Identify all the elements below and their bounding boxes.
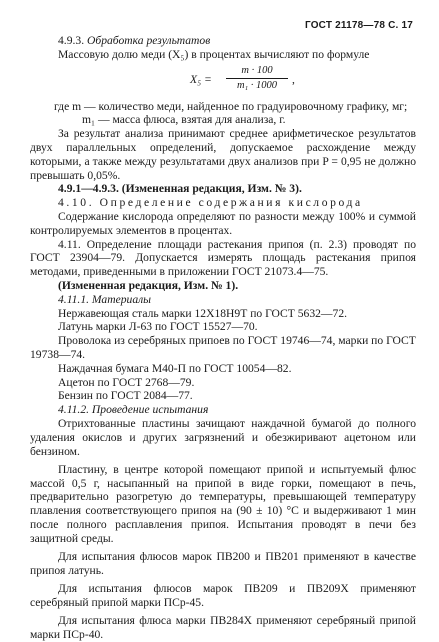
result-paragraph: За результат анализа принимают среднее арифметическое результатов двух параллельных определений, допускаемое расхождение между которыми, а также между результатами двух анализов при P = 0,95 не должно превышать 0,05%.: [30, 127, 416, 182]
section-4-11-1-heading: 4.11.1. Материалы: [58, 292, 152, 306]
formula-numerator: m · 100: [226, 64, 288, 79]
procedure-paragraph: Для испытания флюса марки ПВ284Х применяют серебряный припой марки ПСр-40.: [30, 614, 416, 642]
section-4-11-2-heading: 4.11.2. Проведение испытания: [58, 403, 209, 417]
material-item: Проволока из серебряных припоев по ГОСТ 19746—74, марки по ГОСТ 19738—74.: [30, 334, 416, 361]
section-4-9-3-heading: [30, 34, 416, 48]
section-number: 4.9.3.: [58, 34, 85, 47]
oxygen-paragraph: Содержание кислорода определяют по разности между 100% и суммой контролируемых элементов в процентах.: [30, 209, 416, 237]
page-header: ГОСТ 21178—78 С. 17: [304, 20, 413, 31]
material-item: Наждачная бумага М40-П по ГОСТ 10054—82.: [58, 361, 292, 375]
material-item: Бензин по ГОСТ 2084—77.: [58, 389, 193, 403]
material-item: Ацетон по ГОСТ 2768—79.: [58, 375, 195, 389]
formula-fraction: [226, 64, 288, 92]
formula-tail: ,: [292, 72, 295, 86]
formula-denominator: m₁ · 1000: [236, 79, 278, 91]
material-item: Латунь марки Л-63 по ГОСТ 15527—70.: [58, 320, 258, 334]
procedure-paragraph: Для испытания флюсов марок ПВ200 и ПВ201 применяют в качестве припоя латунь.: [30, 550, 416, 577]
procedure-paragraph: Пластину, в центре которой помещают припой и испытуемый флюс массой 0,5 г, насыпанный на припой в виде горки, помещают в печь, предварительно разогретую до температуры, превышающей температуру плавления соответствующего припоя на (90 ± 10) °С и выдерживают 1 мин после полного расплавления припоя. Испытания проводят в печи без защитной среды.: [30, 462, 416, 545]
procedure-paragraph: Для испытания флюсов марок ПВ209 и ПВ209Х применяют серебряный припой марки ПСр-45.: [30, 582, 416, 609]
section-4-11-paragraph: 4.11. Определение площади растекания припоя (п. 2.3) проводят по ГОСТ 23904—79. Допускается измерять площадь растекания припоя методами, приведенными в приложении ГОСТ 21073.4—75.: [30, 237, 416, 279]
formula-lhs: X₅ =: [190, 72, 212, 86]
amendment-note-3: 4.9.1—4.9.3. (Измененная редакция, Изм. № 3).: [58, 182, 302, 196]
material-item: Нержавеющая сталь марки 12Х18Н9Т по ГОСТ 5632—72.: [58, 306, 348, 320]
procedure-paragraph: Отрихтованные пластины зачищают наждачной бумагой до полного удаления окислов и других загрязнений и обезжиривают ацетоном или бензином.: [30, 416, 416, 458]
document-body: [30, 34, 416, 642]
section-title: Обработка результатов: [87, 34, 211, 47]
formula-intro: Массовую долю меди (X₅) в процентах вычисляют по формуле: [58, 47, 370, 61]
amendment-note-1: (Измененная редакция, Изм. № 1).: [58, 278, 239, 292]
section-4-10-heading: 4.10. Определение содержания кислорода: [58, 196, 363, 210]
where-line-2: m₁ — масса флюса, взятая для анализа, г.: [82, 113, 286, 127]
copper-formula: [30, 64, 416, 100]
where-line-1: где m — количество меди, найденное по градуировочному графику, мг;: [54, 99, 408, 113]
